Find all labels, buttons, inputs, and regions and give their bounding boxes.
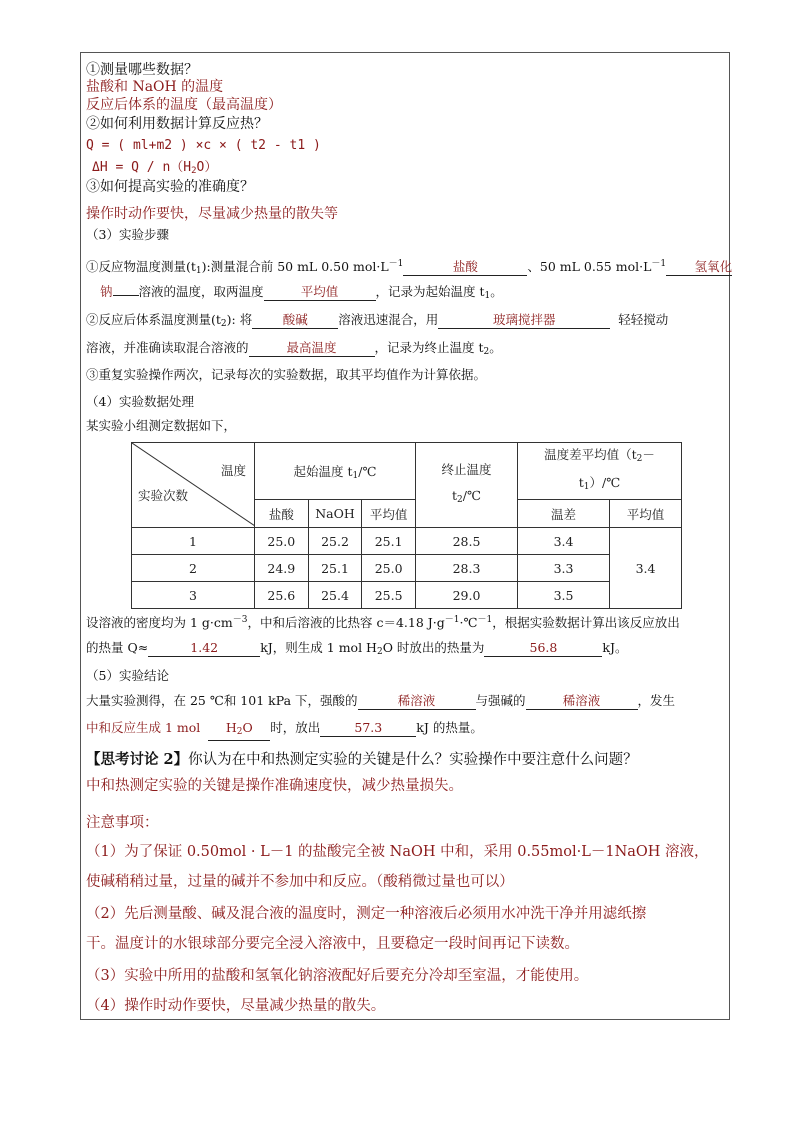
data-heading: （4）实验数据处理: [86, 394, 194, 409]
discussion-2-answer: 中和热测定实验的关键是操作准确速度快，减少热量损失。: [86, 778, 463, 794]
cell-naoh: 25.4: [308, 582, 362, 609]
data-intro: 某实验小组测定数据如下，: [86, 418, 237, 433]
answer-1-line-2: 反应后体系的温度（最高温度）: [86, 97, 282, 113]
cell-diff: 3.3: [518, 555, 610, 582]
answer-3: 操作时动作要快，尽量减少热量的散失等: [86, 206, 338, 222]
subheader-naoh: NaOH: [308, 500, 362, 528]
subheader-hcl: 盐酸: [255, 500, 309, 528]
conclusion-line-1: 大量实验测得，在 25 ℃和 101 kPa 下，强酸的 稀溶液 与强碱的 稀溶液 ，发生: [86, 693, 676, 708]
blank-molar-heat: 56.8: [484, 640, 602, 657]
cell-naoh: 25.1: [308, 555, 362, 582]
cell-trial: 3: [132, 582, 255, 609]
question-2: ②如何利用数据计算反应热？: [86, 116, 268, 132]
cell-trial: 2: [132, 555, 255, 582]
cell-avg: 25.1: [362, 528, 416, 555]
step-1-line-2: 钠 溶液的温度，取两温度 平均值 ，记录为起始温度 $t_1$。: [100, 284, 503, 301]
note-line: 干。温度计的水银球部分要完全浸入溶液中，且要稳定一段时间再记下读数。: [86, 936, 579, 952]
note-line: （4）操作时动作要快，尽量减少热量的散失。: [86, 998, 386, 1014]
blank-acid: 盐酸: [403, 259, 527, 276]
subheader-average: 平均值: [362, 500, 416, 528]
cell-end: 28.3: [416, 555, 518, 582]
subheader-diff: 温差: [518, 500, 610, 528]
blank-heat-value: 57.3: [320, 720, 416, 737]
header-end-temp: 终止温度 $t_2/℃$: [416, 443, 518, 528]
blank-dilute-base: 稀溶液: [526, 693, 638, 710]
cell-end: 28.5: [416, 528, 518, 555]
notes-heading: 注意事项：: [86, 815, 159, 831]
conclusion-heading: （5）实验结论: [86, 668, 169, 683]
header-start-temp: 起始温度 $t_1/℃$: [255, 443, 416, 500]
question-3: ③如何提高实验的准确度？: [86, 179, 254, 195]
blank-acid-base: 酸碱: [252, 312, 338, 329]
cell-end: 29.0: [416, 582, 518, 609]
table-corner-cell: [132, 443, 255, 528]
formula-q: Q = ( ml+m2 ) ×c × ( t2 - t1 ): [86, 138, 321, 153]
blank-heat: 1.42: [148, 640, 260, 657]
cell-diff: 3.4: [518, 528, 610, 555]
question-1: ①测量哪些数据？: [86, 62, 198, 78]
cell-hcl: 25.6: [255, 582, 309, 609]
table-row: [132, 555, 682, 582]
step-3: ③重复实验操作两次，记录每次的实验数据，取其平均值作为计算依据。: [86, 367, 487, 382]
note-line: （2）先后测量酸、碱及混合液的温度时，测定一种溶液后必须用水冲洗干净并用滤纸擦: [86, 906, 647, 922]
steps-heading: （3）实验步骤: [86, 227, 169, 242]
cell-hcl: 25.0: [255, 528, 309, 555]
answer-1-line-1: 盐酸和 NaOH 的温度: [86, 79, 224, 95]
blank-average: 平均值: [264, 284, 376, 301]
diagonal-line: [132, 443, 255, 526]
corner-trial-label: 实验次数: [138, 488, 189, 503]
cell-trial: 1: [132, 528, 255, 555]
calc-line-2: 的热量 Q≈ 1.42 kJ，则生成 1 mol $H_2O$ 时放出的热量为 56.8 kJ。: [86, 640, 628, 657]
data-table: [131, 442, 682, 609]
cell-avg: 25.0: [362, 555, 416, 582]
blank-max-temp: 最高温度: [249, 340, 375, 357]
note-line: 使碱稍稍过量，过量的碱并不参加中和反应。（酸稍微过量也可以）: [86, 874, 514, 890]
step-2-line-2: 溶液，并准确读取混合溶液的 最高温度 ，记录为终止温度 $t_2$。: [86, 340, 502, 357]
cell-hcl: 24.9: [255, 555, 309, 582]
subheader-average-diff: 平均值: [610, 500, 682, 528]
header-temp-diff: 温度差平均值（$t_2-$ $t_1)/℃$: [518, 443, 682, 500]
calc-line-1: 设溶液的密度均为 1 $g\cdot cm^{-3}$，中和后溶液的比热容 c＝4.18 $J\cdot g^{-1}\cdot℃^{-1}$，根据实验数据计算出该反应放出: [86, 615, 680, 630]
note-line: （1）为了保证 0.50mol · L－1 的盐酸完全被 NaOH 中和，采用 0.55mol·L－1NaOH 溶液，: [86, 844, 709, 860]
blank-dilute-acid: 稀溶液: [358, 693, 476, 710]
blank-sodium-1: 氢氧化: [666, 259, 732, 276]
conclusion-line-2: 中和反应生成 1 mol $H_2O$ 时，放出 57.3 kJ 的热量。: [86, 719, 483, 741]
discussion-2-question: 【思考讨论 2】你认为在中和热测定实验的关键是什么？实验操作中要注意什么问题？: [86, 751, 638, 768]
step-2-line-1: ②反应后体系温度测量$(t_2)$: 将 酸碱 溶液迅速混合，用 玻璃搅拌器 轻轻搅动: [86, 312, 669, 329]
cell-diff: 3.5: [518, 582, 610, 609]
note-line: （3）实验中所用的盐酸和氢氧化钠溶液配好后要充分冷却至室温，才能使用。: [86, 968, 589, 984]
table-row: [132, 582, 682, 609]
formula-dh: $\Delta H = Q / n(H_2O)$: [92, 160, 218, 176]
cell-avg: 25.5: [362, 582, 416, 609]
table-row: [132, 528, 682, 555]
cell-avg-diff: 3.4: [610, 528, 682, 609]
step-1-line-1: ①反应物温度测量$(t_1)$:测量混合前 50 mL 0.50 $mol\cdot L^{-1}$ 盐酸 、50 mL 0.55 $mol\cdot L^{-1}$ 氢氧化: [86, 259, 733, 276]
blank-water: $H_2O$: [208, 720, 270, 741]
blank-stirrer: 玻璃搅拌器: [438, 312, 610, 329]
cell-naoh: 25.2: [308, 528, 362, 555]
corner-temp-label: 温度: [220, 463, 246, 478]
